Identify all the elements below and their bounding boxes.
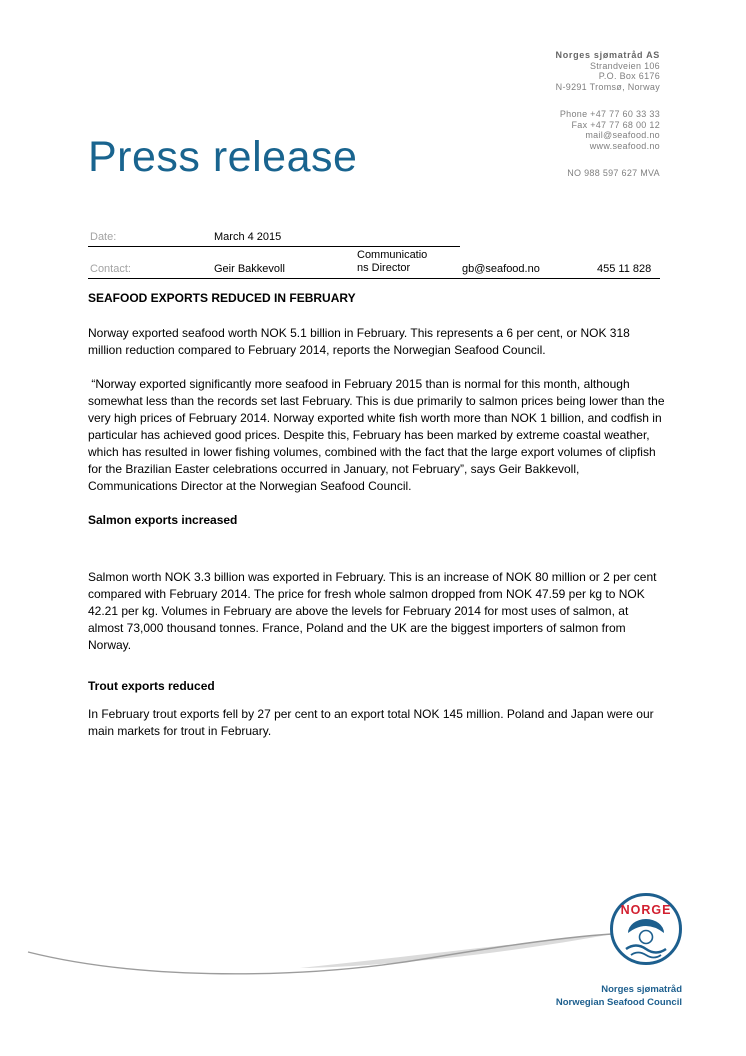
fisherman-face-icon: [640, 931, 653, 944]
address-line: P.O. Box 6176: [598, 71, 660, 81]
quote-paragraph: “Norway exported significantly more seafood in February 2015 than is normal for this month, although somewhat less than the records set last February. This is due primarily to salmon prices being lower than the very high prices of February 2014. Norway exported white fish worth more than NOK 1 billion, and codfish in particular has achieved good prices. Despite this, February has been marked by extreme coastal weather, which has resulted in lower fishing volumes, combined with the fact that the large export volumes of clipfish for the Brazilian Easter celebrations occurred in January, not February”, says Geir Bakkevoll, Communications Director at the Norwegian Seafood Council.: [88, 377, 668, 493]
spacer: [556, 92, 661, 109]
contact-label: Contact:: [88, 247, 212, 279]
contact-email: gb@seafood.no: [460, 247, 595, 279]
section-heading: Salmon exports increased: [88, 513, 238, 527]
vat-number: NO 988 597 627 MVA: [567, 168, 660, 178]
date-row: [88, 229, 660, 247]
email-line: mail@seafood.no: [585, 130, 660, 140]
section-heading: Trout exports reduced: [88, 679, 215, 693]
address-line: Strandveien 106: [589, 60, 660, 71]
norge-logo: [608, 891, 684, 967]
empty-cell: [355, 229, 460, 247]
contact-phone: 455 11 828: [595, 247, 660, 279]
company-name: Norges sjømatråd AS: [555, 50, 660, 60]
date-label: Date:: [88, 229, 212, 247]
section-salmon: [88, 512, 666, 654]
date-value: March 4 2015: [212, 229, 355, 247]
contact-role: Communications Director: [357, 249, 428, 274]
article-headline: SEAFOOD EXPORTS REDUCED IN FEBRUARY: [88, 291, 356, 305]
footer-organisation: [556, 983, 682, 1009]
meta-table: [88, 229, 660, 279]
contact-name: Geir Bakkevoll: [212, 247, 355, 279]
phone-line: Phone +47 77 60 33 33: [559, 109, 660, 119]
address-line: N-9291 Tromsø, Norway: [555, 81, 660, 92]
section-trout: [88, 678, 666, 740]
section-paragraph: In February trout exports fell by 27 per cent to an export total NOK 145 million. Poland and Japan were our main markets for trout in February.: [88, 707, 654, 738]
article-body: [88, 290, 666, 757]
empty-cell: [460, 229, 595, 247]
org-name-english: Norwegian Seafood Council: [555, 997, 682, 1008]
contact-role-cell: [355, 247, 460, 279]
contact-row: [88, 247, 660, 279]
website-line: www.seafood.no: [589, 140, 660, 151]
spacer: [556, 151, 661, 168]
section-paragraph: Salmon worth NOK 3.3 billion was exported in February. This is an increase of NOK 80 million or 2 per cent compared with February 2014. The price for fresh whole salmon dropped from NOK 47.59 per kg to NOK 42.21 per kg. Volumes in February are above the levels for February 2014 for most uses of salmon, at almost 73,000 thousand tonnes. France, Poland and the UK are the biggest importers of salmon from Norway.: [88, 570, 657, 652]
norge-logo-text: NORGE: [620, 903, 672, 917]
org-name-norwegian: Norges sjømatråd: [601, 984, 682, 995]
lead-paragraph: Norway exported seafood worth NOK 5.1 billion in February. This represents a 6 per cent, or NOK 318 million reduction compared to February 2014, reports the Norwegian Seafood Council.: [88, 326, 630, 357]
page-title: Press release: [88, 133, 358, 181]
empty-cell: [595, 229, 660, 247]
letterhead-info: [556, 50, 661, 179]
fax-line: Fax +47 77 68 00 12: [571, 119, 660, 130]
